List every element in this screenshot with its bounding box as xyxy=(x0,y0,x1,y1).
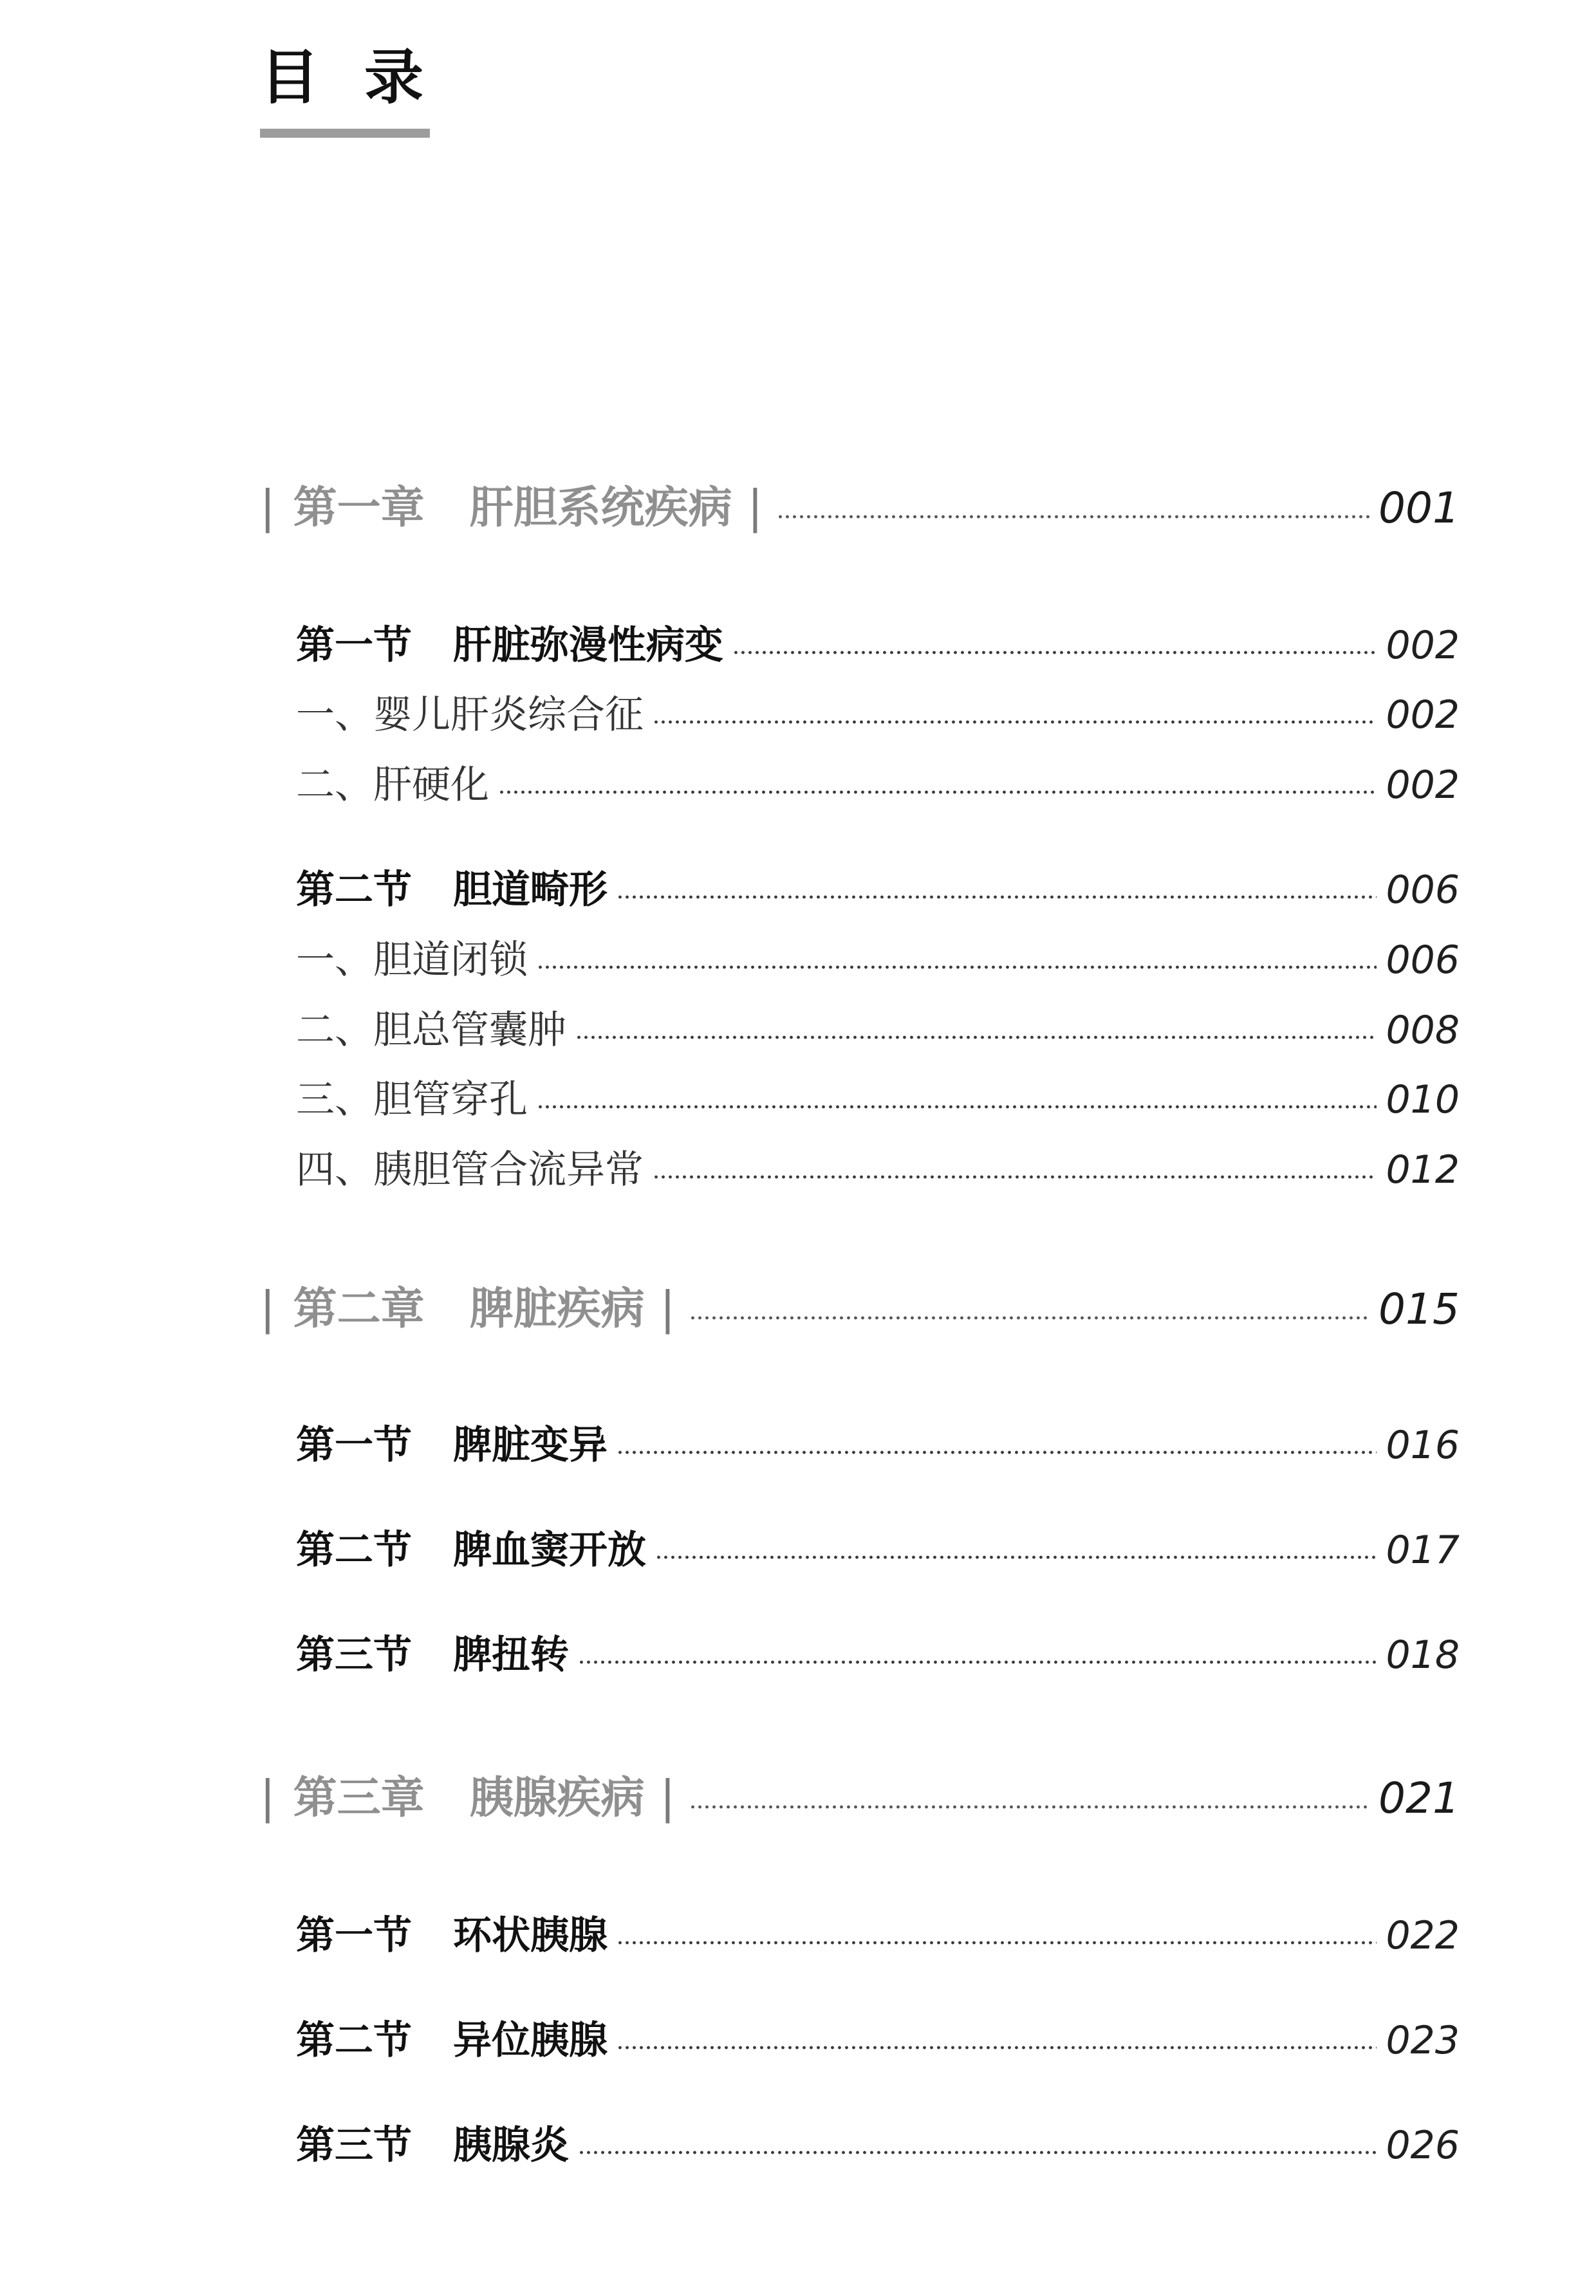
toc-section[interactable] xyxy=(296,1905,1460,1960)
chapter-bar-right: | xyxy=(660,1282,676,1335)
section-number: 第一节 xyxy=(296,1913,412,1958)
section-title: 胰腺炎 xyxy=(453,2123,569,2168)
dot-leader xyxy=(689,1316,1369,1320)
section-number: 第二节 xyxy=(296,2018,412,2063)
dot-leader xyxy=(617,895,1377,899)
chapter-bar-right: | xyxy=(660,1771,676,1824)
chapter-number: 第一章 xyxy=(293,482,425,533)
dot-leader xyxy=(617,1941,1377,1945)
toc-section[interactable] xyxy=(296,1519,1460,1575)
item-page-number: 006 xyxy=(1386,938,1460,983)
item-page-number: 008 xyxy=(1386,1008,1460,1053)
section-number: 第一节 xyxy=(296,1423,412,1468)
page-title xyxy=(260,41,430,113)
dot-leader xyxy=(655,1555,1377,1559)
section-page-number: 002 xyxy=(1386,623,1460,668)
dot-leader xyxy=(653,1175,1377,1179)
toc-heading xyxy=(260,41,430,138)
dot-leader xyxy=(578,1660,1377,1664)
dot-leader xyxy=(537,965,1377,969)
section-number: 第二节 xyxy=(296,1528,412,1573)
title-underline xyxy=(260,129,430,138)
title-char-2: 录 xyxy=(364,42,424,112)
item-label: 一、胆道闭锁 xyxy=(296,938,528,983)
item-page-number: 002 xyxy=(1386,763,1460,808)
chapter-page-number: 001 xyxy=(1378,483,1460,533)
section-number: 第三节 xyxy=(296,1633,412,1678)
item-page-number: 012 xyxy=(1386,1147,1460,1192)
chapter-title: 肝胆系统疾病 xyxy=(469,482,732,533)
toc-item[interactable] xyxy=(296,929,1460,985)
dot-leader xyxy=(653,720,1377,724)
dot-leader xyxy=(617,1450,1377,1454)
toc-section[interactable] xyxy=(296,2010,1460,2065)
section-number: 第一节 xyxy=(296,623,412,668)
toc-chapter-1[interactable] xyxy=(260,473,1460,535)
section-page-number: 023 xyxy=(1386,2018,1460,2063)
toc-item[interactable] xyxy=(296,1139,1460,1194)
title-char-1: 目 xyxy=(260,42,320,112)
section-title: 脾扭转 xyxy=(453,1633,569,1678)
section-page-number: 016 xyxy=(1386,1423,1460,1468)
section-page-number: 017 xyxy=(1386,1528,1460,1573)
dot-leader xyxy=(578,2151,1377,2154)
section-title: 脾脏变异 xyxy=(453,1423,608,1468)
dot-leader xyxy=(575,1035,1377,1039)
chapter-bar-left: | xyxy=(260,481,275,533)
toc-item[interactable] xyxy=(296,1069,1460,1124)
item-page-number: 010 xyxy=(1386,1077,1460,1122)
toc-section[interactable] xyxy=(296,859,1460,914)
item-label: 三、胆管穿孔 xyxy=(296,1077,528,1122)
item-label: 二、肝硬化 xyxy=(296,763,489,808)
chapter-bar-left: | xyxy=(260,1771,275,1824)
toc-chapter-2[interactable] xyxy=(260,1274,1460,1337)
item-label: 一、婴儿肝炎综合征 xyxy=(296,692,644,737)
chapter-page-number: 015 xyxy=(1378,1284,1460,1334)
section-number: 第三节 xyxy=(296,2123,412,2168)
section-title: 胆道畸形 xyxy=(453,867,608,912)
section-page-number: 018 xyxy=(1386,1633,1460,1678)
dot-leader xyxy=(498,790,1377,794)
toc-item[interactable] xyxy=(296,684,1460,739)
chapter-bar-right: | xyxy=(747,481,763,533)
toc-section[interactable] xyxy=(296,2115,1460,2170)
chapter-page-number: 021 xyxy=(1378,1773,1460,1823)
toc-chapter-3[interactable] xyxy=(260,1763,1460,1826)
chapter-bar-left: | xyxy=(260,1282,275,1335)
chapter-title: 脾脏疾病 xyxy=(469,1283,645,1335)
dot-leader xyxy=(732,651,1377,654)
toc-section[interactable] xyxy=(296,1414,1460,1470)
chapter-title: 胰腺疾病 xyxy=(469,1772,645,1824)
toc-section[interactable] xyxy=(296,615,1460,670)
section-page-number: 022 xyxy=(1386,1913,1460,1958)
section-title: 异位胰腺 xyxy=(453,2018,608,2063)
item-page-number: 002 xyxy=(1386,692,1460,737)
item-label: 二、胆总管囊肿 xyxy=(296,1008,566,1053)
section-title: 环状胰腺 xyxy=(453,1913,608,1958)
toc-section[interactable] xyxy=(296,1624,1460,1680)
toc-item[interactable] xyxy=(296,999,1460,1055)
chapter-number: 第二章 xyxy=(293,1283,425,1335)
section-page-number: 026 xyxy=(1386,2123,1460,2168)
section-title: 脾血窦开放 xyxy=(453,1528,646,1573)
dot-leader xyxy=(777,515,1369,519)
section-page-number: 006 xyxy=(1386,867,1460,912)
dot-leader xyxy=(617,2046,1377,2050)
section-number: 第二节 xyxy=(296,867,412,912)
dot-leader xyxy=(689,1805,1369,1809)
item-label: 四、胰胆管合流异常 xyxy=(296,1147,644,1192)
chapter-number: 第三章 xyxy=(293,1772,425,1824)
toc-item[interactable] xyxy=(296,754,1460,810)
section-title: 肝脏弥漫性病变 xyxy=(453,623,723,668)
dot-leader xyxy=(537,1105,1377,1109)
